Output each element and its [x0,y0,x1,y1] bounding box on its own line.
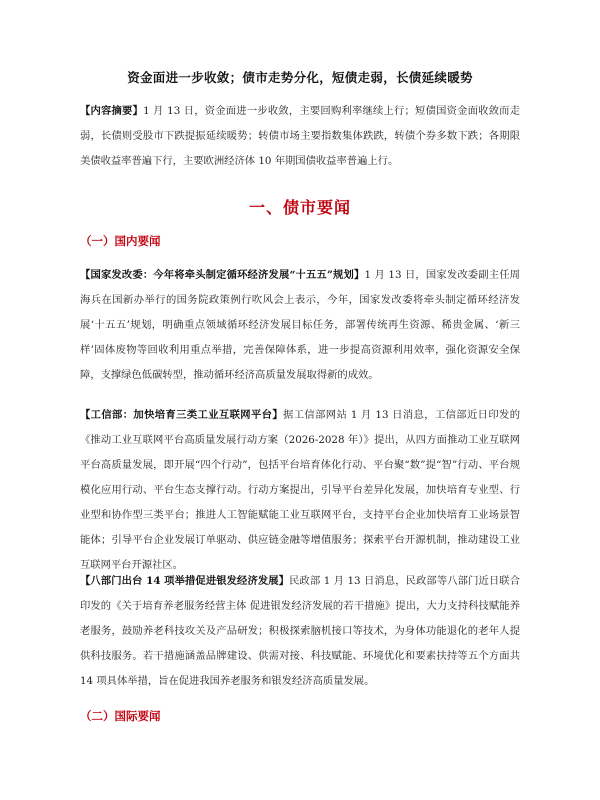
news-item-text: 1 月 13 日，国家发改委副主任周海兵在国新办举行的国务院政策例行吹风会上表示，今年，国家发改委将牵头制定循环经济发展‘十五五’规划，明确重点领域循环经济发展目标任务，部署传统再生资源、稀贵金属、‘新三样’固体废物等回收利用重点举措，完善保障体系，进一步提高资源利用效率，强化资源安全保障，支撑绿色低碳转型，推动循环经济高质量发展取得新的成效。 [80,269,520,381]
news-item-lead: 【工信部：加快培育三类工业互联网平台】 [80,409,284,421]
news-item-lead: 【八部门出台 14 项举措促进银发经济发展】 [80,575,290,587]
subsection-heading-international: （二）国际要闻 [80,709,161,723]
section-heading-bond-news: 一、债市要闻 [248,198,351,217]
news-item-text: 民政部 1 月 13 日消息，民政部等八部门近日联合印发的《关于培育养老服务经营主体 促进银发经济发展的若干措施》提出，大力支持科技赋能养老服务，鼓励养老科技攻关及产品研发；积极探索脑机接口等技术，为身体功能退化的老年人提供科技服务。若干措施涵盖品牌建设、供需对接、科技赋能、环境优化和要素扶持等五个方面共 14 项具体举措，旨在促进我国养老服务和银发经济高质量发展。 [80,575,521,687]
subsection-heading-domestic: （一）国内要闻 [80,234,161,248]
abstract-lead: 【内容摘要】 [80,105,144,117]
news-item-lead: 【国家发改委：今年将牵头制定循环经济发展“十五五”规划】 [80,269,365,281]
news-item-miit [80,403,520,578]
news-item-text: 据工信部网站 1 月 13 日消息，工信部近日印发的《推动工业互联网平台高质量发展行动方案（2026-2028 年）》提出，从四方面推动工业互联网平台高质量发展，即开展“四个行动”，包括平台培育体化行动、平台聚“数”提“智”行动、平台规模化应用行动、平台生态支撑行动。行动方案提出，引导平台差异化发展，加快培育专业型、行业型和协作型三类平台；推进人工智能赋能工业互联网平台，支持平台企业加快培育工业场景智能体；引导平台企业发展订单驱动、供应链金融等增值服务；探索平台开源机制，推动建设工业互联网平台开源社区。 [80,409,521,571]
document-title: 资金面进一步收敛；债市走势分化，短债走弱，长债延续暖势 [127,70,473,85]
news-item-silver-economy [80,569,520,694]
abstract-text: 1 月 13 日，资金面进一步收敛，主要回购利率继续上行；短债国资金面收敛而走弱，长债则受股市下跌提振延续暖势；转债市场主要指数集体跌跌，转债个券多数下跌；各期限美债收益率普遍下行，主要欧洲经济体 10 年期国债收益率普遍上行。 [80,105,520,167]
news-item-ndrc [80,263,520,388]
abstract-paragraph [80,99,520,174]
